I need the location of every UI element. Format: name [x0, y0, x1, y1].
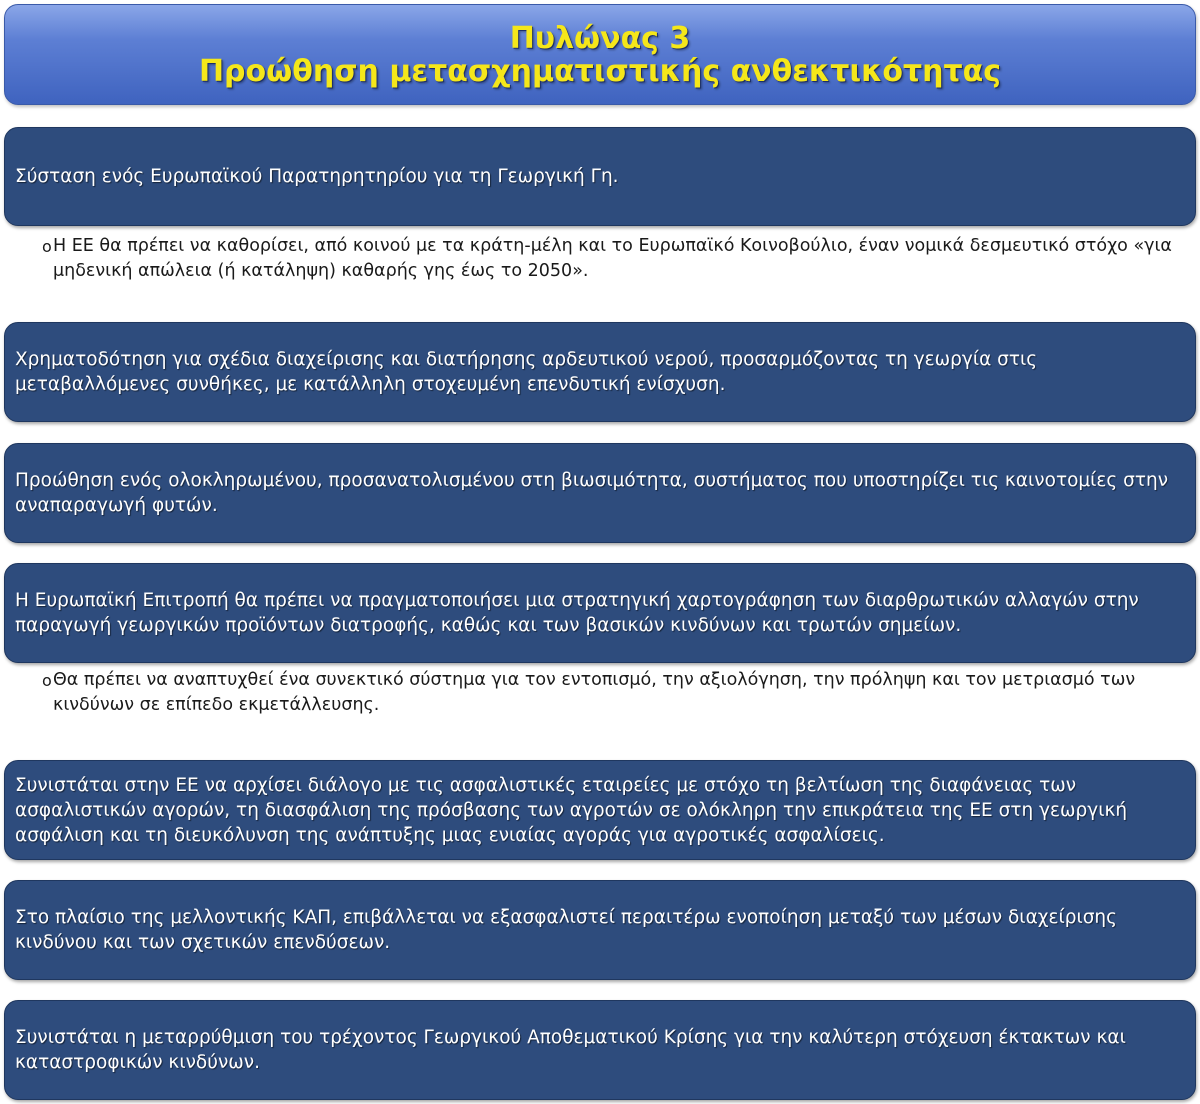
bullet-mark: o	[42, 237, 52, 256]
sub-bullet-2	[42, 668, 1142, 718]
pillar-title: Προώθηση μετασχηματιστικής ανθεκτικότητας	[198, 53, 1002, 89]
recommendation-text: Συνιστάται η μεταρρύθμιση του τρέχοντος Γεωργικού Αποθεματικού Κρίσης για την καλύτερη στόχευση έκτακτων και καταστροφικών κινδύνων.	[15, 1027, 1126, 1073]
recommendation-box-2	[4, 322, 1196, 422]
recommendation-text: Προώθηση ενός ολοκληρωμένου, προσανατολισμένου στη βιωσιμότητα, συστήματος που υποστηρίζει τις καινοτομίες στην αναπαραγωγή φυτών.	[15, 470, 1169, 516]
recommendation-box-3	[4, 443, 1196, 543]
sub-bullet-1	[42, 234, 1192, 284]
recommendation-text: Η Ευρωπαϊκή Επιτροπή θα πρέπει να πραγματοποιήσει μια στρατηγική χαρτογράφηση των διαρθρωτικών αλλαγών στην παραγωγή γεωργικών προϊόντων διατροφής, καθώς και των βασικών κινδύνων και τρωτών σημείων.	[15, 590, 1139, 636]
recommendation-box-7	[4, 1000, 1196, 1100]
bullet-mark: o	[42, 671, 52, 690]
pillar-number: Πυλώνας 3	[509, 20, 691, 56]
sub-bullet-text: Η ΕΕ θα πρέπει να καθορίσει, από κοινού με τα κράτη-μέλη και το Ευρωπαϊκό Κοινοβούλιο, έναν νομικά δεσμευτικό στόχο «για μηδενική απώλεια (ή κατάληψη) καθαρής γης έως το 2050».	[53, 236, 1172, 281]
recommendation-box-6	[4, 880, 1196, 980]
recommendation-text: Συνιστάται στην ΕΕ να αρχίσει διάλογο με τις ασφαλιστικές εταιρείες με στόχο τη βελτίωση της διαφάνειας των ασφαλιστικών αγορών, τη διασφάλιση της πρόσβασης των αγροτών σε ολόκληρη την επικράτεια της ΕΕ στη γεωργική ασφάλιση και τη διευκόλυνση της ανάπτυξης μιας ενιαίας αγοράς για αγροτικές ασφαλίσεις.	[15, 774, 1128, 846]
recommendation-box-5	[4, 760, 1196, 860]
recommendation-text: Στο πλαίσιο της μελλοντικής ΚΑΠ, επιβάλλεται να εξασφαλιστεί περαιτέρω ενοποίηση μεταξύ των μέσων διαχείρισης κινδύνου και των σχετικών επενδύσεων.	[15, 907, 1118, 953]
recommendation-box-1	[4, 127, 1196, 226]
sub-bullet-text: Θα πρέπει να αναπτυχθεί ένα συνεκτικό σύστημα για τον εντοπισμό, την αξιολόγηση, την πρόληψη και τον μετριασμό των κινδύνων σε επίπεδο εκμετάλλευσης.	[53, 670, 1136, 715]
pillar-header	[4, 4, 1196, 105]
recommendation-text: Χρηματοδότηση για σχέδια διαχείρισης και διατήρησης αρδευτικού νερού, προσαρμόζοντας τη γεωργία στις μεταβαλλόμενες συνθήκες, με κατάλληλη στοχευμένη επενδυτική ενίσχυση.	[15, 349, 1038, 395]
recommendation-box-4	[4, 563, 1196, 663]
recommendation-text: Σύσταση ενός Ευρωπαϊκού Παρατηρητηρίου για τη Γεωργική Γη.	[15, 166, 619, 187]
